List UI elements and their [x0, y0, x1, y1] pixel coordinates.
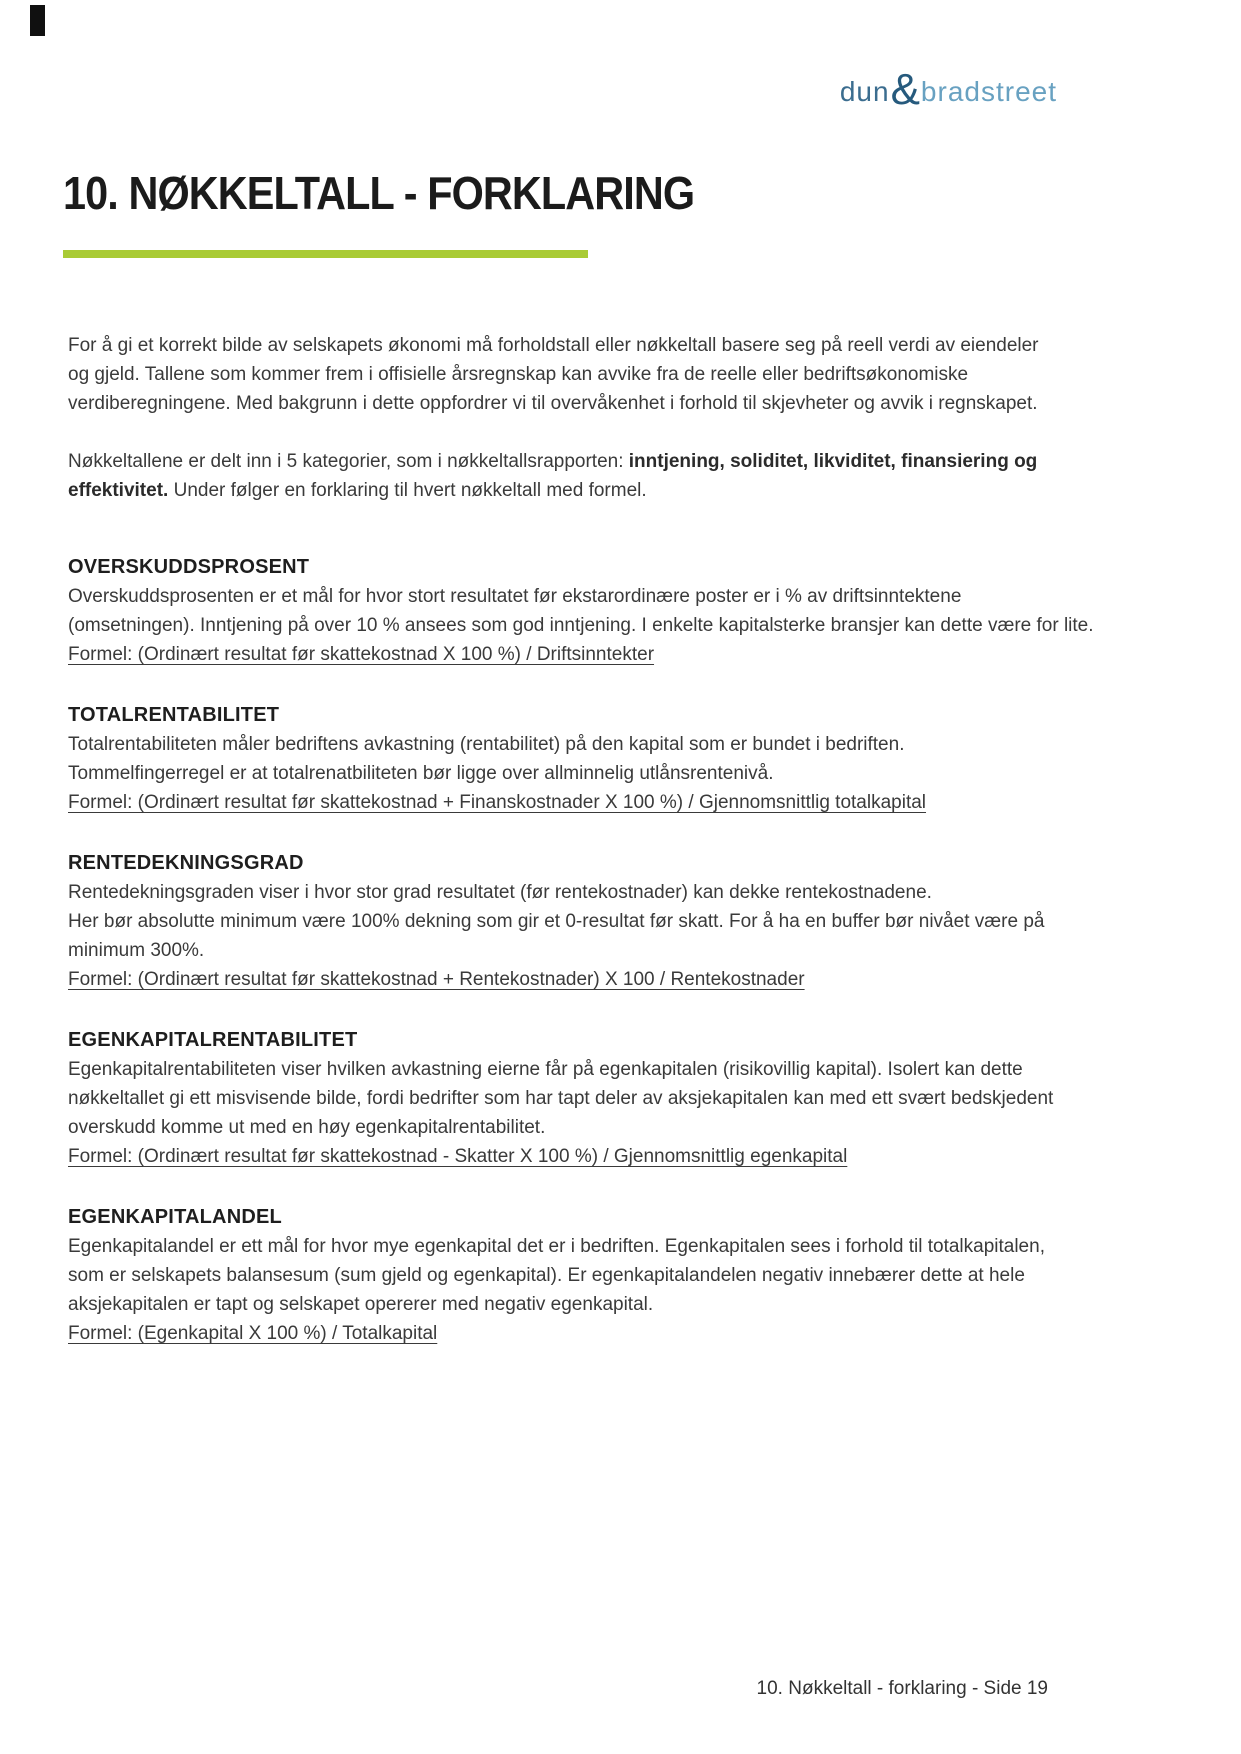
section-formula: Formel: (Ordinært resultat før skattekostnad + Rentekostnader) X 100 / Rentekostnader: [68, 969, 805, 990]
text-line: [68, 389, 1181, 418]
text-line: [68, 611, 1181, 640]
section-heading: EGENKAPITALRENTABILITET: [68, 1029, 358, 1051]
text-run: Egenkapitalrentabiliteten viser hvilken avkastning eierne får på egenkapitalen (risikovillig kapital). Isolert kan dette: [68, 1059, 1023, 1080]
text-line: [68, 447, 1181, 476]
text-line: [68, 331, 1181, 360]
text-run: Totalrentabiliteten måler bedriftens avkastning (rentabilitet) på den kapital som er bundet i bedriften.: [68, 734, 905, 755]
text-run: verdiberegningene. Med bakgrunn i dette oppfordrer vi til overvåkenhet i forhold til skjevheter og avvik i regnskapet.: [68, 393, 1038, 414]
intro-block: [68, 331, 1181, 534]
section-formula: Formel: (Egenkapital X 100 %) / Totalkapital: [68, 1323, 438, 1344]
text-run: som er selskapets balansesum (sum gjeld og egenkapital). Er egenkapitalandelen negativ innebærer dette at hele: [68, 1265, 1025, 1286]
text-line: [68, 730, 1181, 759]
section-body: [68, 1232, 1181, 1319]
text-run: Under følger en forklaring til hvert nøkkeltall med formel.: [168, 480, 647, 501]
text-line: [68, 1232, 1181, 1261]
text-line: [68, 1290, 1181, 1319]
text-line: [68, 907, 1181, 936]
text-line: [68, 476, 1181, 505]
section-formula: Formel: (Ordinært resultat før skattekostnad - Skatter X 100 %) / Gjennomsnittlig egenkapital: [68, 1146, 848, 1167]
logo-ampersand-icon: &: [890, 65, 920, 114]
section-heading: RENTEDEKNINGSGRAD: [68, 852, 304, 874]
text-run: overskudd komme ut med en høy egenkapitalrentabilitet.: [68, 1117, 546, 1138]
keyfigure-section: [68, 553, 1181, 669]
section-heading: EGENKAPITALANDEL: [68, 1206, 282, 1228]
section-body: [68, 1055, 1181, 1142]
intro-paragraph-1: [68, 331, 1181, 418]
text-line: [68, 582, 1181, 611]
keyfigure-section: [68, 1026, 1181, 1171]
text-run: minimum 300%.: [68, 940, 205, 961]
text-run: og gjeld. Tallene som kommer frem i offisielle årsregnskap kan avvike fra de reelle eller bedriftsøkonomiske: [68, 364, 969, 385]
text-run: Nøkkeltallene er delt inn i 5 kategorier, som i nøkkeltallsrapporten:: [68, 451, 629, 472]
intro-paragraph-2: [68, 447, 1181, 505]
text-line: [68, 936, 1181, 965]
text-line: [68, 878, 1181, 907]
section-body: [68, 582, 1181, 640]
bold-text-run: inntjening, soliditet, likviditet, finansiering og: [628, 451, 1038, 472]
text-run: Overskuddsprosenten er et mål for hvor stort resultatet før ekstarordinære poster er i % av driftsinntektene: [68, 586, 962, 607]
text-run: Egenkapitalandel er ett mål for hvor mye egenkapital det er i bedriften. Egenkapitalen sees i forhold til totalkapitalen,: [68, 1236, 1045, 1257]
section-formula: Formel: (Ordinært resultat før skattekostnad + Finanskostnader X 100 %) / Gjennomsnittlig totalkapital: [68, 792, 927, 813]
dun-bradstreet-logo: [839, 65, 1057, 114]
sections: [68, 553, 1181, 1380]
text-line: [68, 1261, 1181, 1290]
text-run: nøkkeltallet gi ett misvisende bilde, fordi bedrifter som har tapt deler av aksjekapitalen kan med ett svært bedskjedent: [68, 1088, 1054, 1109]
title-accent-bar: [63, 250, 588, 258]
keyfigure-section: [68, 701, 1181, 817]
bold-text-run: effektivitet.: [68, 480, 169, 501]
section-heading: OVERSKUDDSPROSENT: [68, 556, 310, 578]
logo-word-dun: dun: [839, 76, 890, 107]
logo-word-bradstreet: bradstreet: [920, 76, 1057, 107]
keyfigure-section: [68, 1203, 1181, 1348]
text-run: aksjekapitalen er tapt og selskapet opererer med negativ egenkapital.: [68, 1294, 654, 1315]
page-footer: 10. Nøkkeltall - forklaring - Side 19: [756, 1678, 1048, 1699]
text-run: Tommelfingerregel er at totalrenatbiliteten bør ligge over allminnelig utlånsrentenivå.: [68, 763, 774, 784]
text-run: Her bør absolutte minimum være 100% dekning som gir et 0-resultat før skatt. For å ha en buffer bør nivået være på: [68, 911, 1045, 932]
text-run: Rentedekningsgraden viser i hvor stor grad resultatet (før rentekostnader) kan dekke rentekostnadene.: [68, 882, 932, 903]
keyfigure-section: [68, 849, 1181, 994]
scan-corner-mark: [30, 5, 45, 36]
page-title: 10. NØKKELTALL - FORKLARING: [63, 167, 695, 219]
text-line: [68, 759, 1181, 788]
section-heading: TOTALRENTABILITET: [68, 704, 280, 726]
section-body: [68, 730, 1181, 788]
section-formula: Formel: (Ordinært resultat før skattekostnad X 100 %) / Driftsinntekter: [68, 644, 655, 665]
text-line: [68, 360, 1181, 389]
text-run: (omsetningen). Inntjening på over 10 % ansees som god inntjening. I enkelte kapitalsterke bransjer kan dette være for lite.: [68, 615, 1094, 636]
text-line: [68, 1113, 1181, 1142]
text-line: [68, 1084, 1181, 1113]
text-line: [68, 1055, 1181, 1084]
text-run: For å gi et korrekt bilde av selskapets økonomi må forholdstall eller nøkkeltall basere seg på reell verdi av eiendeler: [68, 335, 1039, 356]
section-body: [68, 878, 1181, 965]
